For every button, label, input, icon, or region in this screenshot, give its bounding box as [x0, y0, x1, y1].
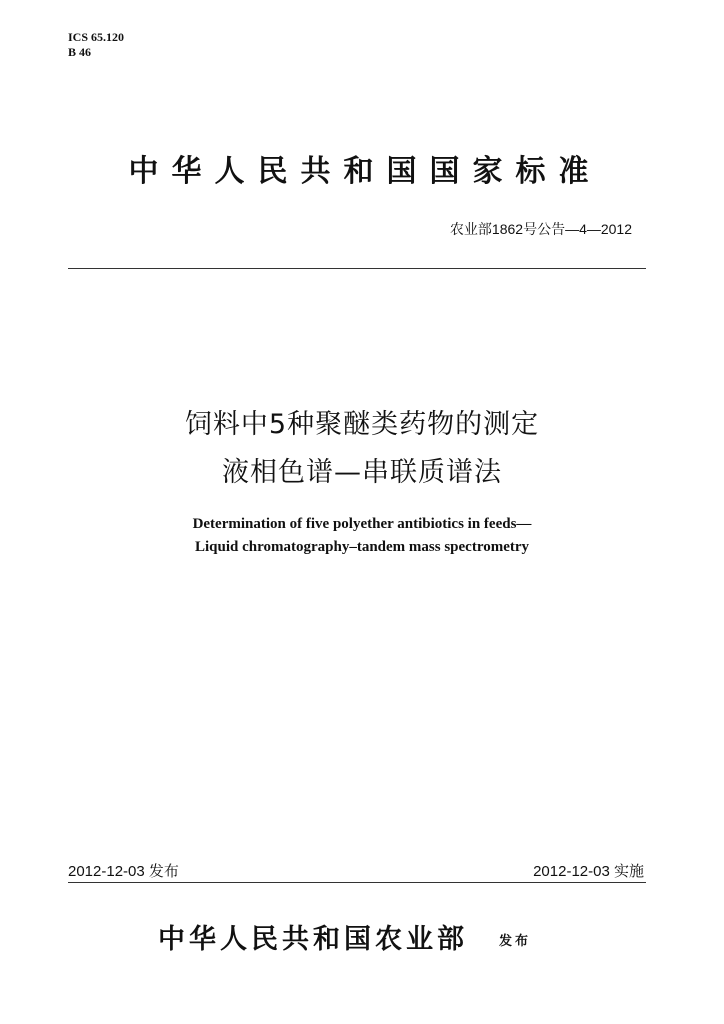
header-divider	[68, 268, 646, 269]
ccs-code: B 46	[68, 45, 92, 59]
chinese-title-line-2: 液相色谱—串联质谱法	[222, 457, 502, 488]
classification-codes	[68, 30, 124, 60]
implementation-date: 2012-12-03 实施	[533, 863, 644, 880]
english-title-line-1: Determination of five polyether antibiotics in feeds—	[192, 516, 532, 532]
issuing-authority: 中华人民共和国农业部	[158, 924, 468, 955]
chinese-title-line-1: 饲料中5种聚醚类药物的测定	[184, 409, 540, 440]
english-title-line-2: Liquid chromatography–tandem mass spectrometry	[194, 539, 530, 555]
national-standard-title: 中华人民共和国国家标准	[128, 154, 602, 189]
footer-divider	[68, 882, 646, 883]
issue-date: 2012-12-03 发布	[68, 863, 179, 880]
ics-code: ICS 65.120	[68, 30, 125, 44]
issuing-suffix: 发布	[499, 934, 532, 949]
standard-number: 农业部1862号公告—4—2012	[449, 221, 632, 237]
